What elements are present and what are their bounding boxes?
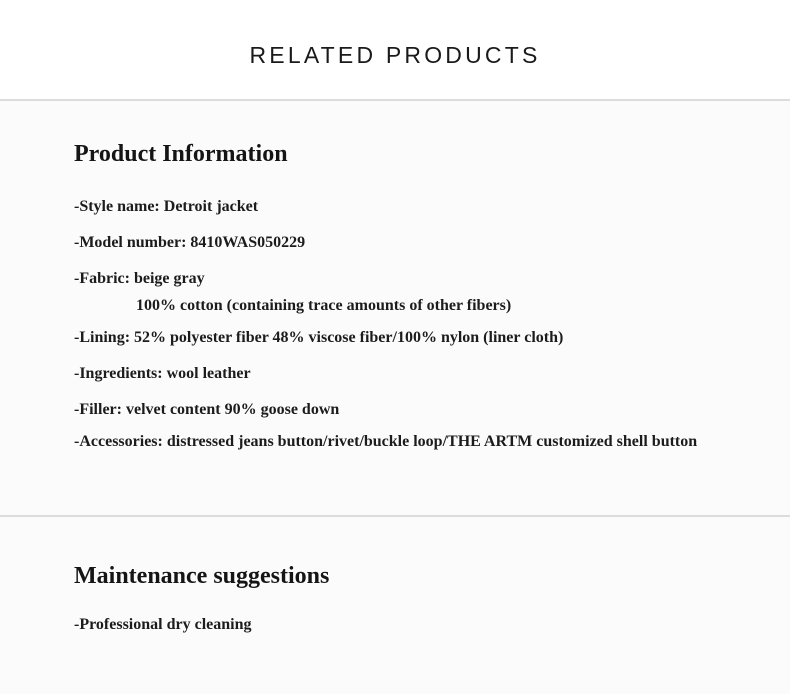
- product-information-title: Product Information: [74, 141, 288, 167]
- spec-fabric: -Fabric: beige gray: [74, 270, 205, 287]
- spec-fabric-composition: 100% cotton (containing trace amounts of other fibers): [136, 297, 512, 314]
- divider: [0, 515, 790, 517]
- spec-style-name: -Style name: Detroit jacket: [74, 198, 259, 215]
- spec-model-number: -Model number: 8410WAS050229: [74, 234, 306, 251]
- spec-lining: -Lining: 52% polyester fiber 48% viscose fiber/100% nylon (liner cloth): [74, 329, 564, 346]
- spec-accessories: -Accessories: distressed jeans button/rivet/buckle loop/THE ARTM customized shell button: [74, 433, 698, 450]
- maintenance-dry-cleaning: -Professional dry cleaning: [74, 616, 252, 633]
- related-products-header: [0, 0, 790, 99]
- related-products-title: RELATED PRODUCTS: [249, 42, 541, 68]
- spec-filler: -Filler: velvet content 90% goose down: [74, 401, 340, 418]
- spec-ingredients: -Ingredients: wool leather: [74, 365, 251, 382]
- divider: [0, 99, 790, 101]
- maintenance-title: Maintenance suggestions: [74, 563, 330, 589]
